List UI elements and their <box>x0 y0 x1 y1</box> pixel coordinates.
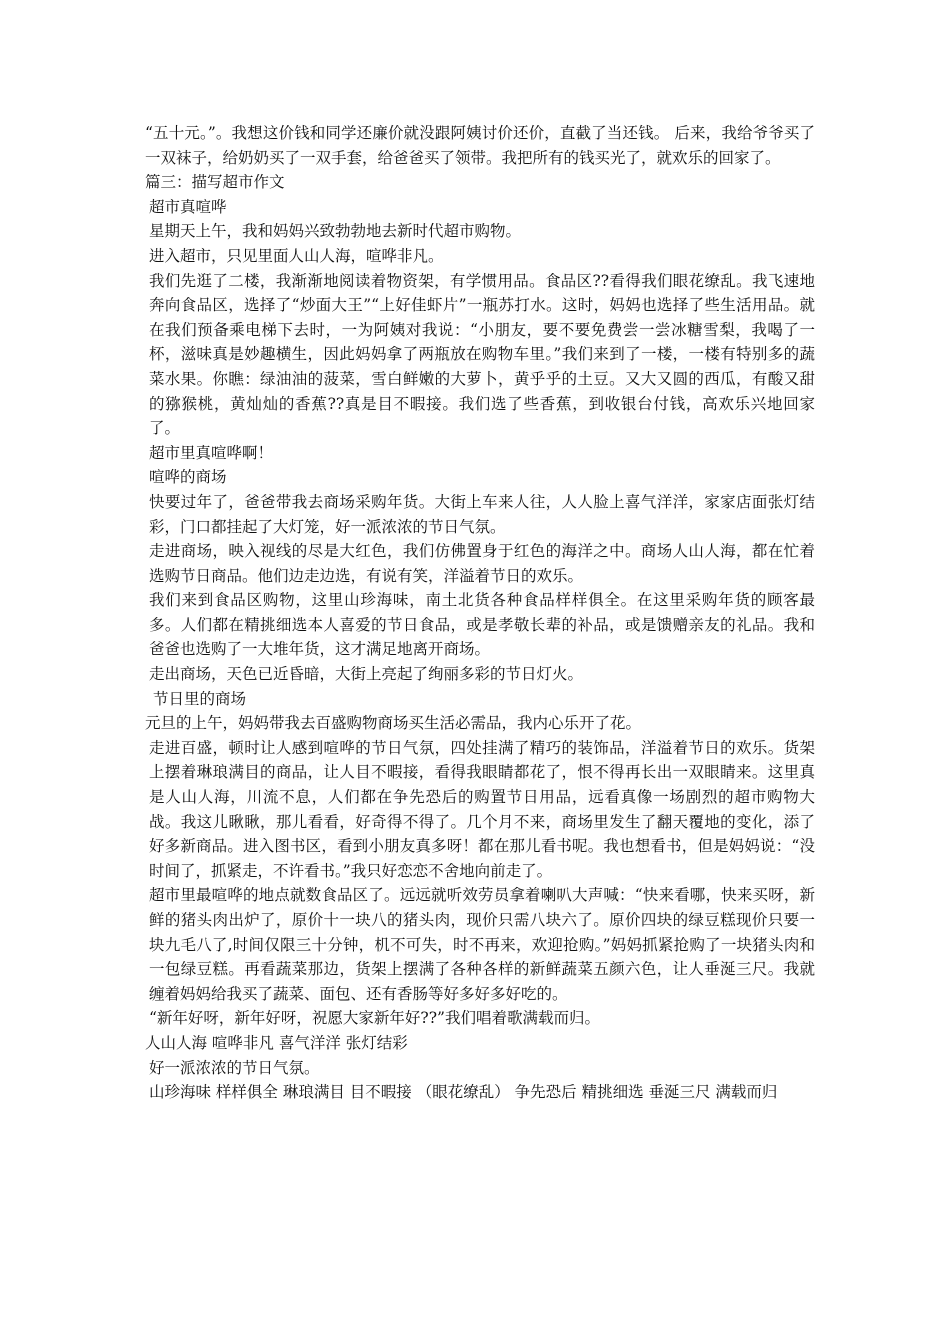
essay-title-holiday-mall: 节日里的商场 <box>153 689 247 708</box>
paragraph-leave-mall: 走出商场，天色已近昏暗，大街上亮起了绚丽多彩的节日灯火。 <box>149 665 584 684</box>
paragraph-enter-baisheng: 走进百盛，顿时让人感到喧哗的节日气氛，四处挂满了精巧的装饰品，洋溢着节日的欢乐。货架上摆着琳琅满目的商品，让人目不暇接，看得我眼睛都花了，恨不得再长出一双眼睛来。这里真是人山人海，川流不息，人们都在争先恐后的购置节日用品，远看真像一场剧烈的超市购物大战。我这儿瞅瞅，那儿看看，好奇得不得了。几个月不来，商场里发生了翻天覆地的变化，添了好多新商品。进入图书区，看到小朋友真多呀！都在那儿看书呢。我也想看书，但是妈妈说：“没时间了，抓紧走，不许看书。”我只好恋恋不舍地向前走了。 <box>149 738 815 880</box>
paragraph-supermarket-lively: 超市里真喧哗啊！ <box>149 443 274 462</box>
section-heading-chapter-three: 篇三：描写超市作文 <box>145 173 285 192</box>
essay-title-lively-mall: 喧哗的商场 <box>149 468 227 487</box>
paragraph-enter-mall: 走进商场，映入视线的尽是大红色，我们仿佛置身于红色的海洋之中。商场人山人海，都在忙着选购节日商品。他们边走边选，有说有笑，洋溢着节日的欢乐。 <box>149 542 815 585</box>
paragraph-food-section: 超市里最喧哗的地点就数食品区了。远远就听效劳员拿着喇叭大声喊：“快来看哪，快来买呀，新鲜的猪头肉出炉了，原价十一块八的猪头肉，现价只需八块六了。原价四块的绿豆糕现价只要一块九毛八了,时间仅限三十分钟，机不可失，时不再来，欢迎抢购。”妈妈抓紧抢购了一块猪头肉和一包绿豆糕。再看蔬菜那边，货架上摆满了各种各样的新鲜蔬菜五颜六色，让人垂涎三尺。我就缠着妈妈给我买了蔬菜、面包、还有香肠等好多好多好吃的。 <box>149 886 815 1003</box>
paragraph-second-floor: 我们先逛了二楼，我渐渐地阅读着物资架，有学惯用品。食品区??看得我们眼花缭乱。我飞速地奔向食品区，选择了“炒面大王”“上好佳虾片”一瓶苏打水。这时，妈妈也选择了些生活用品。就在我们预备乘电梯下去时，一为阿姨对我说：“小朋友，要不要免费尝一尝冰糖雪梨，我喝了一杯，滋味真是妙趣横生，因此妈妈拿了两瓶放在购物车里。”我们来到了一楼，一楼有特别多的蔬菜水果。你瞧：绿油油的菠菜，雪白鲜嫩的大萝卜，黄乎乎的土豆。又大又圆的西瓜，有酸又甜的猕猴桃，黄灿灿的香蕉??真是目不暇接。我们选了些香蕉，到收银台付钱，高欢乐兴地回家了。 <box>149 271 815 438</box>
vocabulary-list-one: 人山人海 喧哗非凡 喜气洋洋 张灯结彩 <box>145 1033 408 1052</box>
paragraph-song-ending: “新年好呀，新年好呀，祝愿大家新年好??”我们唱着歌满载而归。 <box>149 1009 600 1028</box>
paragraph-new-year-shopping: 快要过年了，爸爸带我去商场采购年货。大街上车来人往，人人脸上喜气洋洋，家家店面张灯结彩，门口都挂起了大灯笼，好一派浓浓的节日气氛。 <box>149 492 815 536</box>
vocabulary-list-two: 山珍海味 样样俱全 琳琅满目 目不暇接 （眼花缭乱） 争先恐后 精挑细选 垂涎三尺 满载而归 <box>149 1083 778 1102</box>
paragraph-shopping-ending: “五十元。”。我想这价钱和同学还廉价就没跟阿姨讨价还价，直截了当还钱。 后来，我给爷爷买了一双袜子，给奶奶买了一双手套，给爸爸买了领带。我把所有的钱买光了，就欢乐的回家了。 <box>145 124 815 167</box>
paragraph-enter-supermarket: 进入超市，只见里面人山人海，喧哗非凡。 <box>149 246 444 265</box>
paragraph-food-area: 我们来到食品区购物，这里山珍海味，南土北货各种食品样样俱全。在这里采购年货的顾客最多。人们都在精挑细选本人喜爱的节日食品，或是孝敬长辈的补品，或是馈赠亲友的礼品。我和爸爸也选购了一大堆年货，这才满足地离开商场。 <box>149 591 815 659</box>
essay-title-supermarket: 超市真喧哗 <box>149 197 227 216</box>
paragraph-new-years-day: 元旦的上午，妈妈带我去百盛购物商场买生活必需品，我内心乐开了花。 <box>145 714 642 733</box>
vocabulary-phrase: 好一派浓浓的节日气氛。 <box>149 1058 320 1077</box>
paragraph-sunday-morning: 星期天上午，我和妈妈兴致勃勃地去新时代超市购物。 <box>149 222 522 241</box>
document-page <box>145 121 815 1105</box>
